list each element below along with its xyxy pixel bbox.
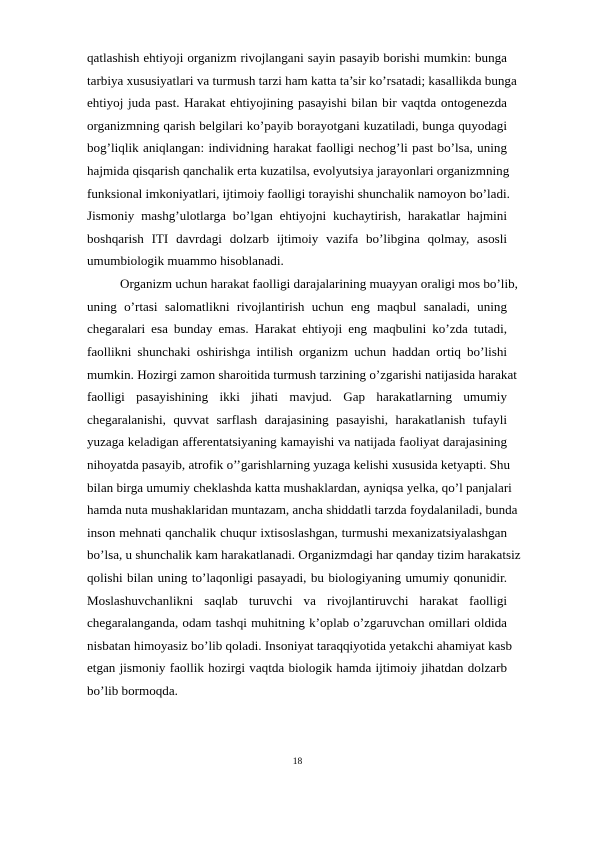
text-line: chegaralari esa bunday emas. Harakat ehtiyoji eng maqbulini ko’zda tutadi, bbox=[87, 321, 507, 337]
text-line: Jismoniy mashg’ulotlarga bo’lgan ehtiyojni kuchaytirish, harakatlar hajmini bbox=[87, 208, 507, 224]
text-line: hajmida qisqarish qanchalik erta kuzatilsa, evolyutsiya jarayonlari organizmning bbox=[87, 163, 510, 179]
text-line: inson mehnati qanchalik chuqur ixtisoslashgan, turmushi mexanizatsiyalashgan bbox=[87, 524, 507, 540]
text-line: umumbiologik muammo hisoblanadi. bbox=[87, 253, 284, 269]
paragraph-first-line: Organizm uchun harakat faolligi darajalarining muayyan oraligi mos bo’lib, bbox=[120, 276, 518, 292]
body-text bbox=[87, 47, 521, 703]
text-line: nisbatan himoyasiz bo’lib qoladi. Insoniyat taraqqiyotida yetakchi ahamiyat kasb bbox=[87, 637, 513, 653]
text-line: bog’liqlik aniqlangan: individning harakat faolligi nechog’li past bo’lsa, uning bbox=[87, 140, 507, 156]
text-line: mumkin. Hozirgi zamon sharoitida turmush tarzining o’zgarishi natijasida harakat bbox=[87, 366, 517, 382]
text-line: yuzaga keladigan afferentatsiyaning kamayishi va natijada faoliyat darajasining bbox=[87, 434, 507, 450]
text-line: qolishi bilan uning to’laqonligi pasayadi, bu biologiyaning umumiy qonunidir. bbox=[87, 570, 507, 586]
text-line: faollikni shunchaki oshirishga intilish organizm uchun haddan ortiq bo’lishi bbox=[87, 343, 507, 359]
text-line: chegaralanishi, quvvat sarflash darajasining pasayishi, harakatlanish tufayli bbox=[87, 411, 507, 427]
text-line: hamda nuta mushaklaridan muntazam, ancha shiddatli tarzda foydalaniladi, bunda bbox=[87, 502, 518, 518]
text-line: funksional imkoniyatlari, ijtimoiy faolligi torayishi shunchalik namoyon bo’ladi. bbox=[87, 185, 510, 201]
text-line: nihoyatda pasayib, atrofik o’’garishlarning yuzaga kelishi xususida ketyapti. Shu bbox=[87, 456, 511, 472]
text-line: boshqarish ITI davrdagi dolzarb ijtimoiy vazifa bo’libgina qolmay, asosli bbox=[87, 230, 507, 246]
text-line: Moslashuvchanlikni saqlab turuvchi va rivojlantiruvchi harakat faolligi bbox=[87, 592, 507, 608]
text-line: uning o’rtasi salomatlikni rivojlantirish uchun eng maqbul sanaladi, uning bbox=[87, 298, 507, 314]
text-line: qatlashish ehtiyoji organizm rivojlangani sayin pasayib borishi mumkin: bunga bbox=[87, 50, 507, 65]
text-line: faolligi pasayishining ikki jihati mavjud. Gap harakatlarning umumiy bbox=[87, 389, 507, 405]
text-line: organizmning qarish belgilari ko’payib borayotgani kuzatiladi, bunga quyodagi bbox=[87, 117, 507, 133]
text-line: bilan birga umumiy cheklashda katta mushaklardan, ayniqsa yelka, qo’l panjalari bbox=[87, 479, 512, 495]
text-line: etgan jismoniy faollik hozirgi vaqtda biologik hamda ijtimoiy jihatdan dolzarb bbox=[87, 660, 507, 676]
text-line: tarbiya xususiyatlari va turmush tarzi ham katta ta’sir ko’rsatadi; kasallikda bunga bbox=[87, 72, 517, 88]
text-line: bo’lib bormoqda. bbox=[87, 683, 178, 699]
text-line: ehtiyoj juda past. Harakat ehtiyojining pasayishi bilan bir vaqtda ontogenezda bbox=[87, 95, 507, 111]
text-line: bo’lsa, u shunchalik kam harakatlanadi. Organizmdagi har qanday tizim harakatsiz bbox=[87, 547, 521, 563]
page-number: 18 bbox=[292, 757, 303, 767]
text-line: chegaralanganda, odam tashqi muhitning k’oplab o’zgaruvchan omillari oldida bbox=[87, 615, 507, 631]
